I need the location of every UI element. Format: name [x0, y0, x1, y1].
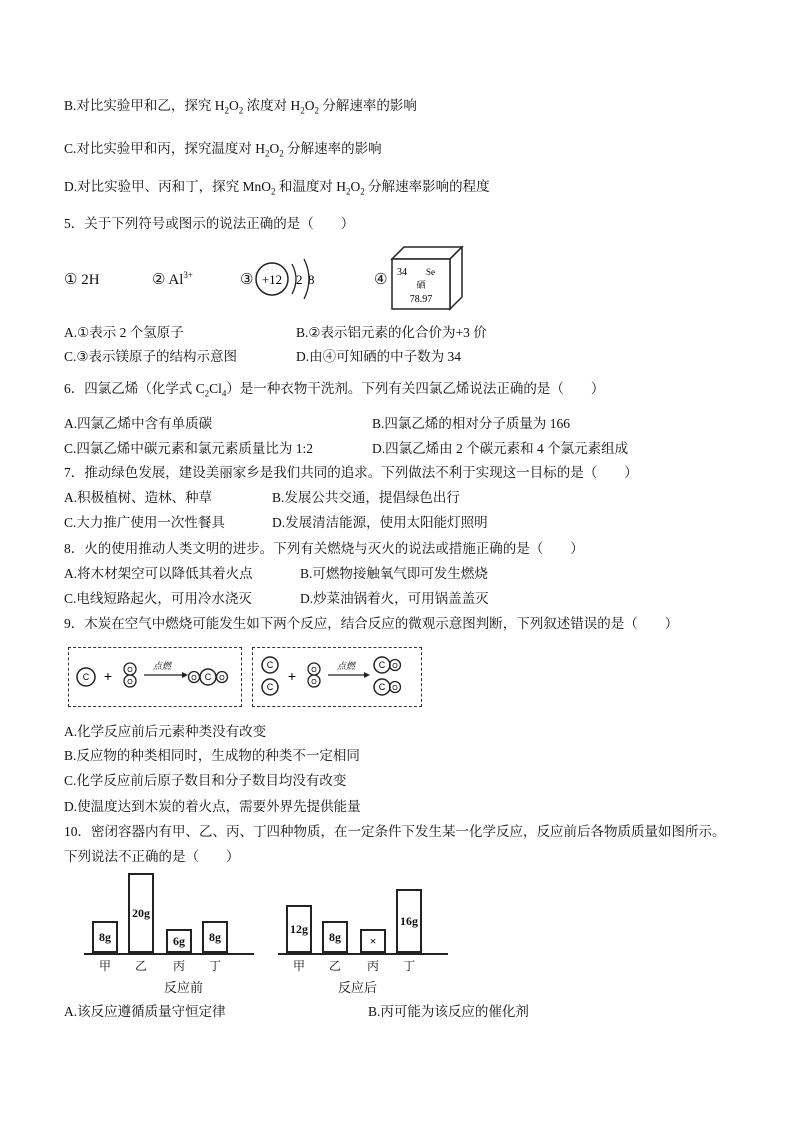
svg-text:O: O [311, 667, 317, 674]
before-bar-4: 8g [202, 921, 228, 953]
q6-stem: 6．四氯乙烯（化学式 $C_2Cl_4$）是一种衣物干洗剂。下列有关四氯乙烯说法正确的是（ ） [64, 381, 605, 399]
after-bar-2: 8g [322, 921, 348, 953]
q8-option-a: A.将木材架空可以降低其着火点 [64, 566, 253, 581]
after-label-3: 丙 [366, 959, 379, 973]
q10-option-a: A.该反应遵循质量守恒定律 [64, 1004, 226, 1019]
q7-option-d: D.发展清洁能源，使用太阳能灯照明 [272, 515, 488, 530]
q7-option-b: B.发展公共交通，提倡绿色出行 [272, 490, 460, 505]
after-bar-1: 12g [286, 905, 312, 953]
chart-before-caption: 反应前 [164, 980, 204, 995]
q7-stem: 7．推动绿色发展，建设美丽家乡是我们共同的追求。下列做法不利于实现这一目标的是（ ） [64, 465, 638, 480]
reaction-1-diagram [70, 649, 240, 705]
q9-option-b: B.反应物的种类相同时，生成物的种类不一定相同 [64, 748, 360, 763]
svg-text:C: C [378, 660, 386, 670]
atomic-number: 34 [397, 267, 407, 278]
q5-option-d: D.由④可知硒的中子数为 34 [296, 349, 461, 364]
reaction-2-diagram [254, 649, 420, 705]
q7-option-a: A.积极植树、造林、种草 [64, 490, 213, 505]
q5-label-4: ④ [374, 272, 388, 288]
after-label-1: 甲 [292, 959, 305, 973]
svg-text:C: C [378, 682, 386, 692]
q10-stem-line-1: 10．密闭容器内有甲、乙、丙、丁四种物质，在一定条件下发生某一化学反应，反应前后各物质质量如图所示。 [64, 824, 726, 839]
q9-option-a: A.化学反应前后元素种类没有改变 [64, 724, 267, 739]
before-baseline [84, 953, 254, 955]
q8-stem: 8．火的使用推动人类文明的进步。下列有关燃烧与灭火的说法或措施正确的是（ ） [64, 541, 584, 556]
after-bar-3: × [360, 929, 386, 953]
svg-text:O: O [191, 675, 197, 682]
after-label-4: 丁 [402, 959, 415, 973]
after-bar-4: 16g [396, 889, 422, 953]
svg-text:C: C [204, 672, 212, 682]
q4-option-d: D.对比实验甲、丙和丁，探究 MnO$_2$ 和温度对 $H_2O_2$ 分解速率影响的程度 [64, 179, 490, 197]
q5-stem: 5．关于下列符号或图示的说法正确的是（ ） [64, 216, 355, 231]
svg-text:+: + [287, 668, 297, 684]
q5-symbol-2: ② $Al^{3+}$ [152, 270, 193, 288]
q9-stem: 9．木炭在空气中燃烧可能发生如下两个反应，结合反应的微观示意图判断，下列叙述错误的是（ ） [64, 616, 679, 631]
q9-option-d: D.使温度达到木炭的着火点，需要外界先提供能量 [64, 799, 361, 814]
q6-option-b: B.四氯乙烯的相对分子质量为 166 [372, 416, 571, 431]
svg-text:O: O [127, 679, 133, 686]
svg-text:点燃: 点燃 [336, 662, 356, 672]
q5-option-a: A.①表示 2 个氢原子 [64, 325, 184, 340]
q10-stem-line-2: 下列说法不正确的是（ ） [64, 849, 240, 864]
svg-text:+: + [103, 668, 113, 684]
q5-option-c: C.③表示镁原子的结构示意图 [64, 349, 237, 364]
q6-option-c: C.四氯乙烯中碳元素和氯元素质量比为 1:2 [64, 441, 314, 456]
q6-option-d: D.四氯乙烯由 2 个碳元素和 4 个氯元素组成 [372, 441, 629, 456]
svg-text:C: C [82, 672, 90, 682]
after-label-2: 乙 [328, 959, 341, 973]
q4-option-b: B.对比实验甲和乙，探究 $H_2O_2$ 浓度对 $H_2O_2$ 分解速率的影响 [64, 98, 417, 116]
before-bar-3: 6g [166, 929, 192, 953]
svg-text:O: O [311, 679, 317, 686]
svg-text:O: O [392, 685, 398, 692]
svg-text:O: O [219, 675, 225, 682]
q5-option-b: B.②表示铝元素的化合价为+3 价 [296, 325, 487, 340]
svg-text:O: O [392, 663, 398, 670]
svg-text:C: C [266, 682, 274, 692]
q5-label-3: ③ [240, 272, 254, 288]
before-label-2: 乙 [134, 959, 147, 973]
shell-2-count: 8 [308, 272, 315, 287]
before-label-4: 丁 [208, 959, 221, 973]
svg-text:O: O [127, 667, 133, 674]
q7-option-c: C.大力推广使用一次性餐具 [64, 515, 225, 530]
q4-option-c: C.对比实验甲和丙，探究温度对 $H_2O_2$ 分解速率的影响 [64, 141, 382, 159]
shell-1-count: 2 [296, 272, 303, 287]
element-name: 硒 [416, 281, 426, 291]
q8-option-d: D.炒菜油锅着火，可用锅盖盖灭 [300, 591, 489, 606]
q5-symbol-1: ① 2H [64, 272, 100, 288]
before-label-3: 丙 [172, 959, 185, 973]
q8-option-c: C.电线短路起火，可用冷水浇灭 [64, 591, 252, 606]
svg-text:点燃: 点燃 [152, 662, 172, 672]
q6-option-a: A.四氯乙烯中含有单质碳 [64, 416, 213, 431]
element-symbol: Se [426, 267, 435, 277]
q9-option-c: C.化学反应前后原子数目和分子数目均没有改变 [64, 773, 347, 788]
q10-option-b: B.丙可能为该反应的催化剂 [368, 1004, 529, 1019]
before-label-1: 甲 [98, 959, 111, 973]
before-bar-2: 20g [128, 873, 154, 953]
before-bar-1: 8g [92, 921, 118, 953]
svg-text:C: C [266, 660, 274, 670]
after-baseline [278, 953, 448, 955]
atomic-mass: 78.97 [409, 294, 433, 305]
q8-option-b: B.可燃物接触氧气即可发生燃烧 [300, 566, 488, 581]
selenium-element-cube [390, 245, 466, 311]
chart-after-caption: 反应后 [338, 980, 378, 995]
magnesium-structure-diagram [252, 256, 322, 302]
nucleus-label: +12 [261, 272, 283, 287]
